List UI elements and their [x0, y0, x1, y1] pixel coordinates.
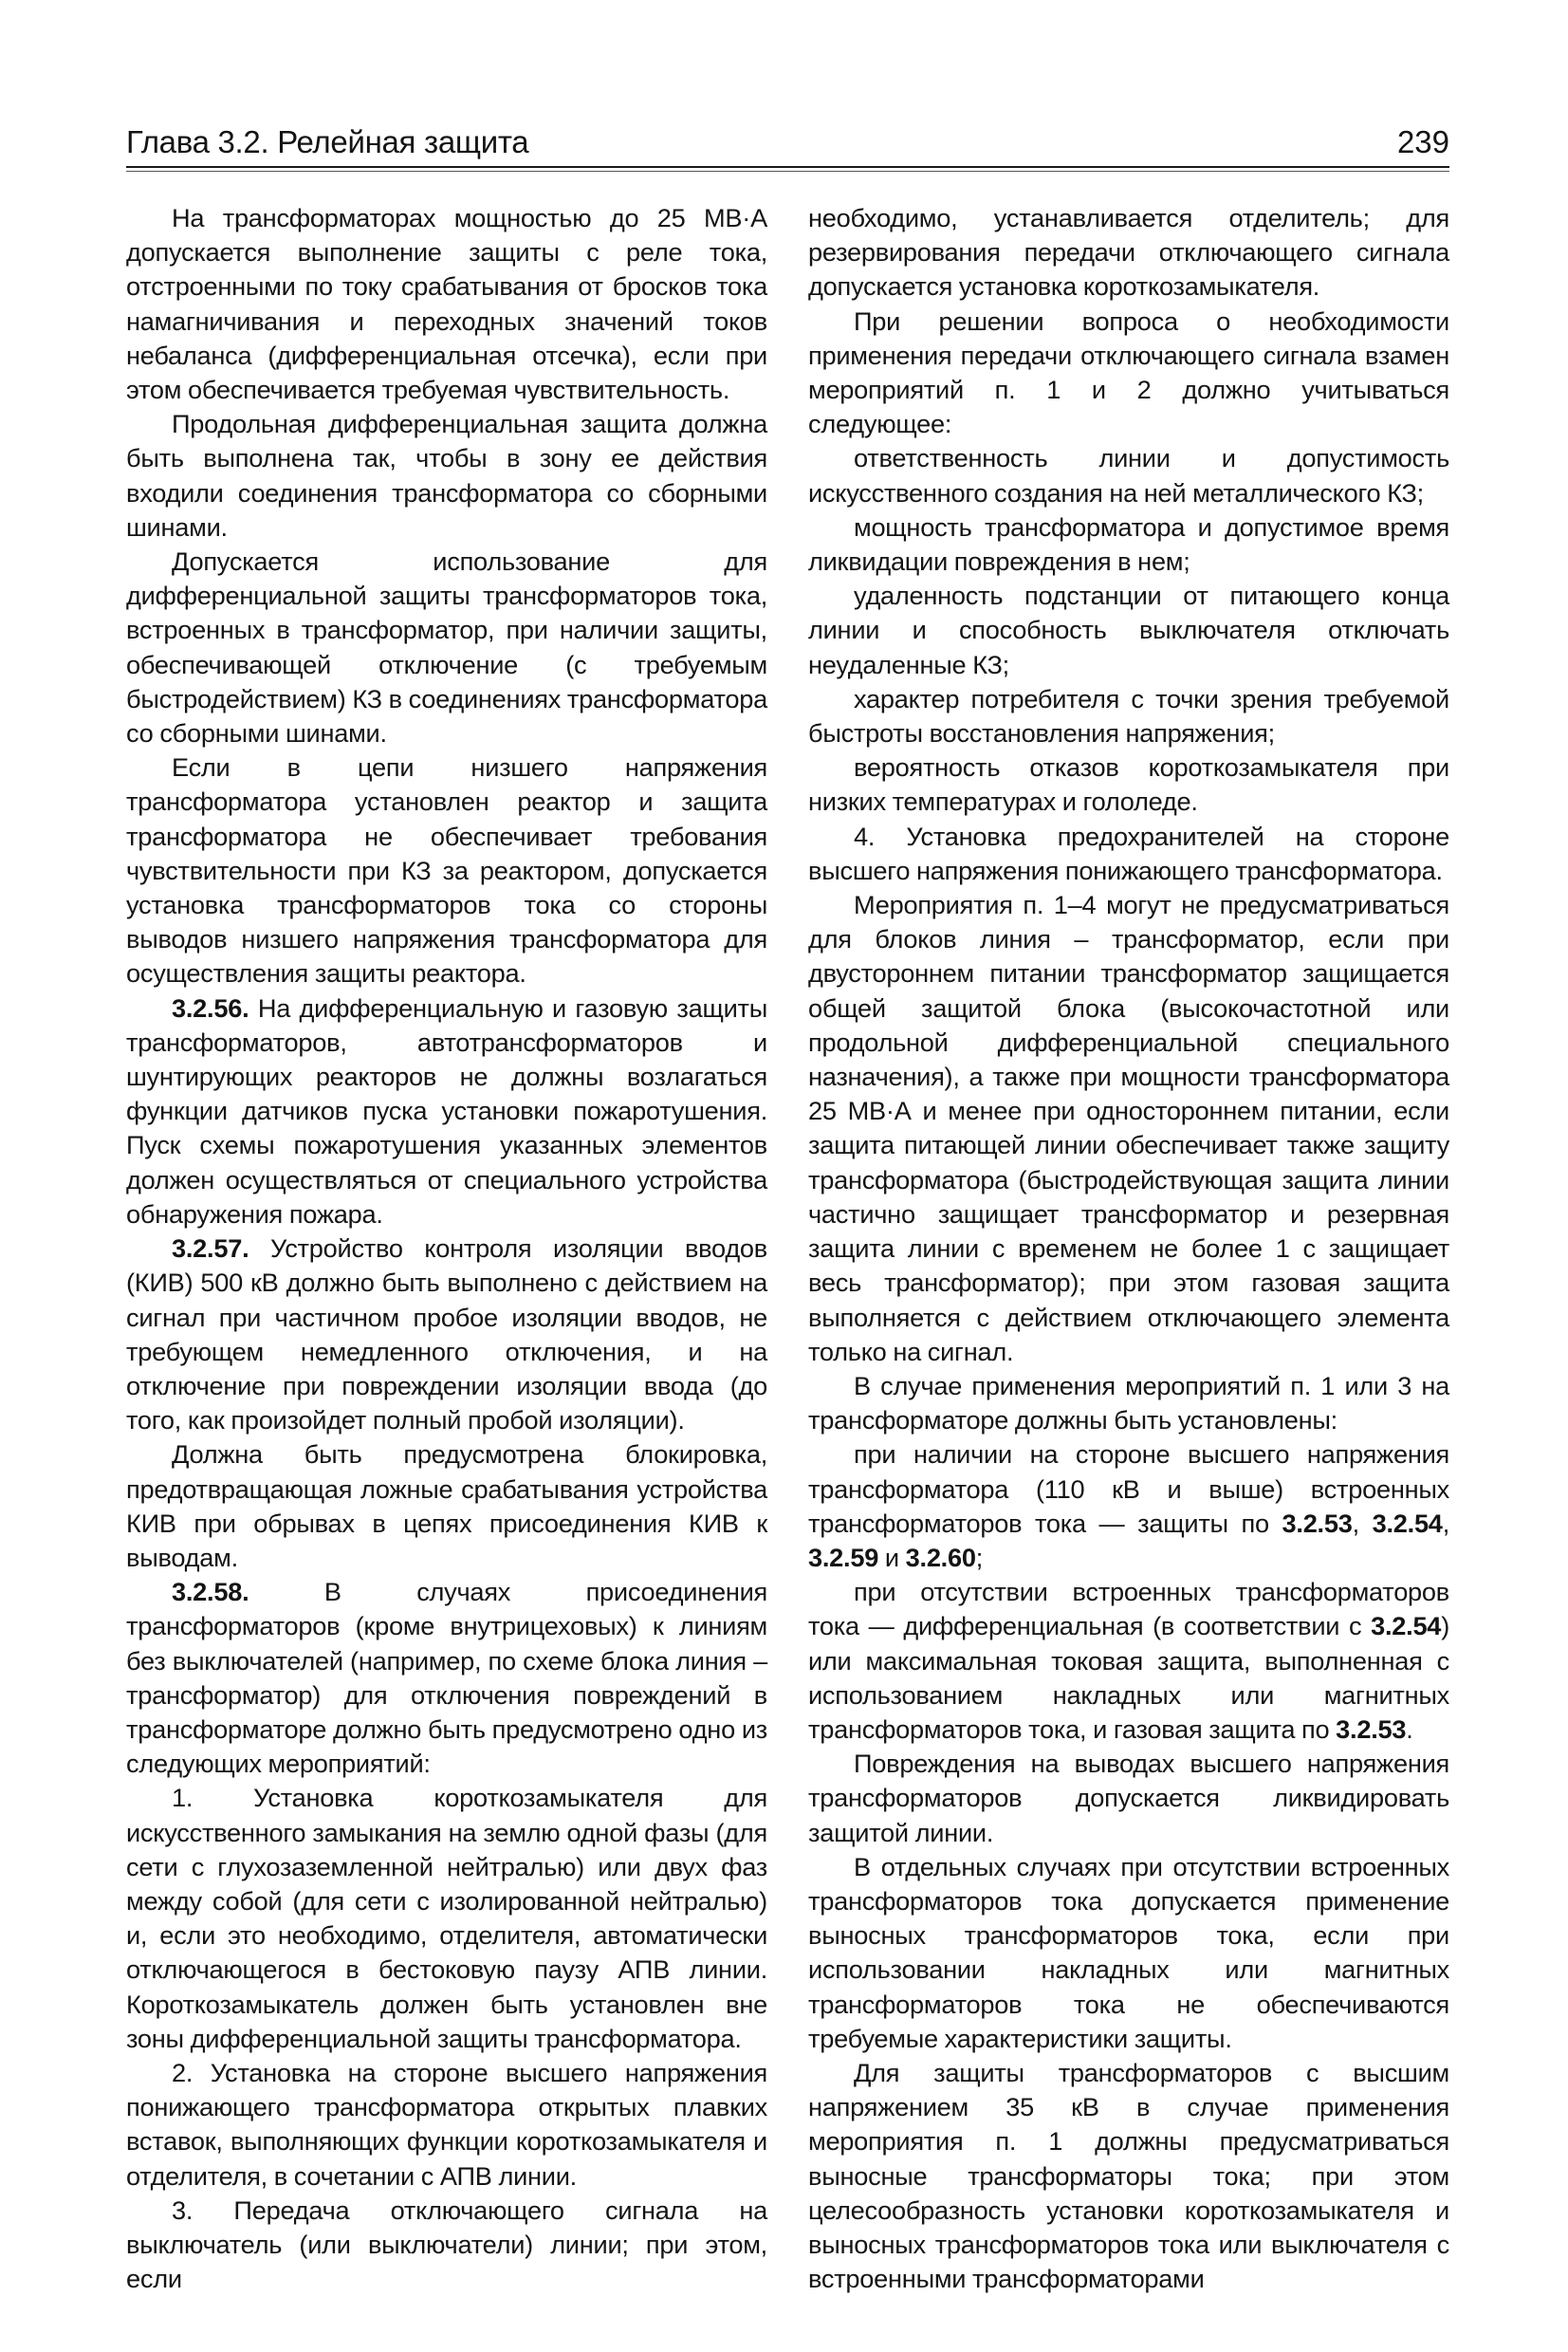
paragraph: мощность трансформатора и допустимое время ликвидации повреждения в нем; — [808, 511, 1449, 577]
section-reference: 3.2.53 — [1336, 1713, 1407, 1744]
section-reference: 3.2.54 — [1371, 1611, 1442, 1641]
section-number: 3.2.56. — [172, 992, 249, 1023]
paragraph: Мероприятия п. 1–4 могут не предусматриваться для блоков линия – трансформатор, если при двустороннем питании трансформатор защищается общей защитой блока (высокочастотной или продольной дифференциальной специального назначения), а также при мощности трансформатора 25 МВ·А и менее при одностороннем питании, если защита питающей линии обеспечивает также защиту трансформатора (быстродействующая защита линии частично защищает трансформатор и резервная защита линии с временем не более 1 с защищает весь трансформатор); при этом газовая защита выполняется с действием отключающего элемента только на сигнал. — [808, 890, 1449, 1366]
section-reference: 3.2.59 — [808, 1542, 879, 1572]
section-reference: 3.2.53 — [1282, 1508, 1353, 1538]
paragraph: удаленность подстанции от питающего конца линии и способность выключателя отключать неудаленные КЗ; — [808, 581, 1449, 679]
paragraph: При решении вопроса о необходимости применения передачи отключающего сигнала взамен мероприятий п. 1 и 2 должно учитываться следующее: — [808, 306, 1449, 439]
left-column — [126, 201, 767, 2296]
chapter-title: Глава 3.2. Релейная защита — [126, 124, 529, 159]
list-item: 2. Установка на стороне высшего напряжения понижающего трансформатора открытых плавких вставок, выполняющих функции короткозамыкателя и отделителя, в сочетании с АПВ линии. — [126, 2057, 767, 2191]
paragraph: Для защиты трансформаторов с высшим напряжением 35 кВ в случае применения мероприятия п. 1 должны предусматриваться выносные трансформаторы тока; при этом целесообразность установки короткозамыкателя и выносных трансформаторов тока или выключателя с встроенными трансформаторами — [808, 2057, 1449, 2294]
list-item: 1. Установка короткозамыкателя для искусственного замыкания на землю одной фазы (для сети с глухозаземленной нейтралью) или двух фаз между собой (для сети с изолированной нейтралью) и, если это необходимо, отделителя, автоматически отключающегося в бестоковую паузу АПВ линии. Короткозамыкатель должен быть установлен вне зоны дифференциальной защиты трансформатора. — [126, 1783, 767, 2053]
paragraph: Допускается использование для дифференциальной защиты трансформаторов тока, встроенных в трансформатор, при наличии защиты, обеспечивающей отключение (с требуемым быстродействием) КЗ в соединениях трансформатора со сборными шинами. — [126, 546, 768, 749]
paragraph: На трансформаторах мощностью до 25 МВ·А допускается выполнение защиты с реле тока, отстроенными по току срабатывания от бросков тока намагничивания и переходных значений токов небаланса (дифференциальная отсечка), если при этом обеспечивается требуемая чувствительность. — [126, 203, 767, 405]
running-header — [126, 123, 1449, 167]
paragraph: при наличии на стороне высшего напряжения трансформатора (110 кВ и выше) встроенных трансформаторов тока — защиты по 3.2.53, 3.2.54, 3.2.59 и 3.2.60; — [808, 1439, 1449, 1572]
paragraph-3-2-58: 3.2.58. В случаях присоединения трансформаторов (кроме внутрицеховых) к линиям без выключателей (например, по схеме блока линия – трансформатор) для отключения повреждений в трансформаторе должно быть предусмотрено одно из следующих мероприятий: — [126, 1577, 768, 1779]
paragraph: ответственность линии и допустимость искусственного создания на ней металлического КЗ; — [808, 443, 1449, 508]
paragraph: Должна быть предусмотрена блокировка, предотвращающая ложные срабатывания устройства КИВ при обрывах в цепях присоединения КИВ к выводам. — [126, 1439, 767, 1572]
paragraph: характер потребителя с точки зрения требуемой быстроты восстановления напряжения; — [808, 683, 1449, 749]
paragraph: В случае применения мероприятий п. 1 или 3 на трансформаторе должны быть установлены: — [808, 1370, 1449, 1435]
section-number: 3.2.58. — [172, 1577, 249, 1607]
list-item: 4. Установка предохранителей на стороне высшего напряжения понижающего трансформатора. — [808, 821, 1449, 885]
list-item: 3. Передача отключающего сигнала на выключатель (или выключатели) линии; при этом, если — [126, 2195, 767, 2294]
paragraph-3-2-56: 3.2.56. На дифференциальную и газовую защиты трансформаторов, автотрансформаторов и шунтирующих реакторов не должны возлагаться функции датчиков пуска установки пожаротушения. Пуск схемы пожаротушения указанных элементов должен осуществляться от специального устройства обнаружения пожара. — [126, 992, 767, 1229]
section-reference: 3.2.54 — [1372, 1508, 1443, 1538]
section-reference: 3.2.60 — [905, 1542, 976, 1572]
header-rule-thin — [126, 171, 1449, 172]
paragraph: вероятность отказов короткозамыкателя при низких температурах и гололеде. — [808, 752, 1449, 817]
header-rule — [126, 166, 1449, 168]
paragraph: при отсутствии встроенных трансформаторов тока — дифференциальная (в соответствии с 3.2.54) или максимальная токовая защита, выполненная с использованием накладных или магнитных трансформаторов тока, и газовая защита по 3.2.53. — [808, 1577, 1449, 1744]
paragraph: Если в цепи низшего напряжения трансформатора установлен реактор и защита трансформатора не обеспечивает требования чувствительности при КЗ за реактором, допускается установка трансформаторов тока со стороны выводов низшего напряжения трансформатора для осуществления защиты реактора. — [126, 752, 767, 989]
paragraph: Повреждения на выводах высшего напряжения трансформаторов допускается ликвидировать защитой линии. — [808, 1749, 1449, 1847]
right-column — [808, 201, 1449, 2296]
paragraph-3-2-57: 3.2.57. Устройство контроля изоляции вводов (КИВ) 500 кВ должно быть выполнено с действием на сигнал при частичном пробое изоляции вводов, не требующем немедленного отключения, и на отключение при повреждении изоляции ввода (до того, как произойдет полный пробой изоляции). — [126, 1233, 767, 1435]
paragraph: В отдельных случаях при отсутствии встроенных трансформаторов тока допускается применение выносных трансформаторов тока, если при использовании накладных или магнитных трансформаторов тока не обеспечиваются требуемые характеристики защиты. — [808, 1851, 1449, 2053]
paragraph-continued: необходимо, устанавливается отделитель; для резервирования передачи отключающего сигнала допускается установка короткозамыкателя. — [808, 203, 1449, 302]
paragraph: Продольная дифференциальная защита должна быть выполнена так, чтобы в зону ее действия входили соединения трансформатора со сборными шинами. — [126, 409, 767, 542]
section-number: 3.2.57. — [172, 1233, 249, 1264]
page-number: 239 — [1396, 124, 1449, 159]
